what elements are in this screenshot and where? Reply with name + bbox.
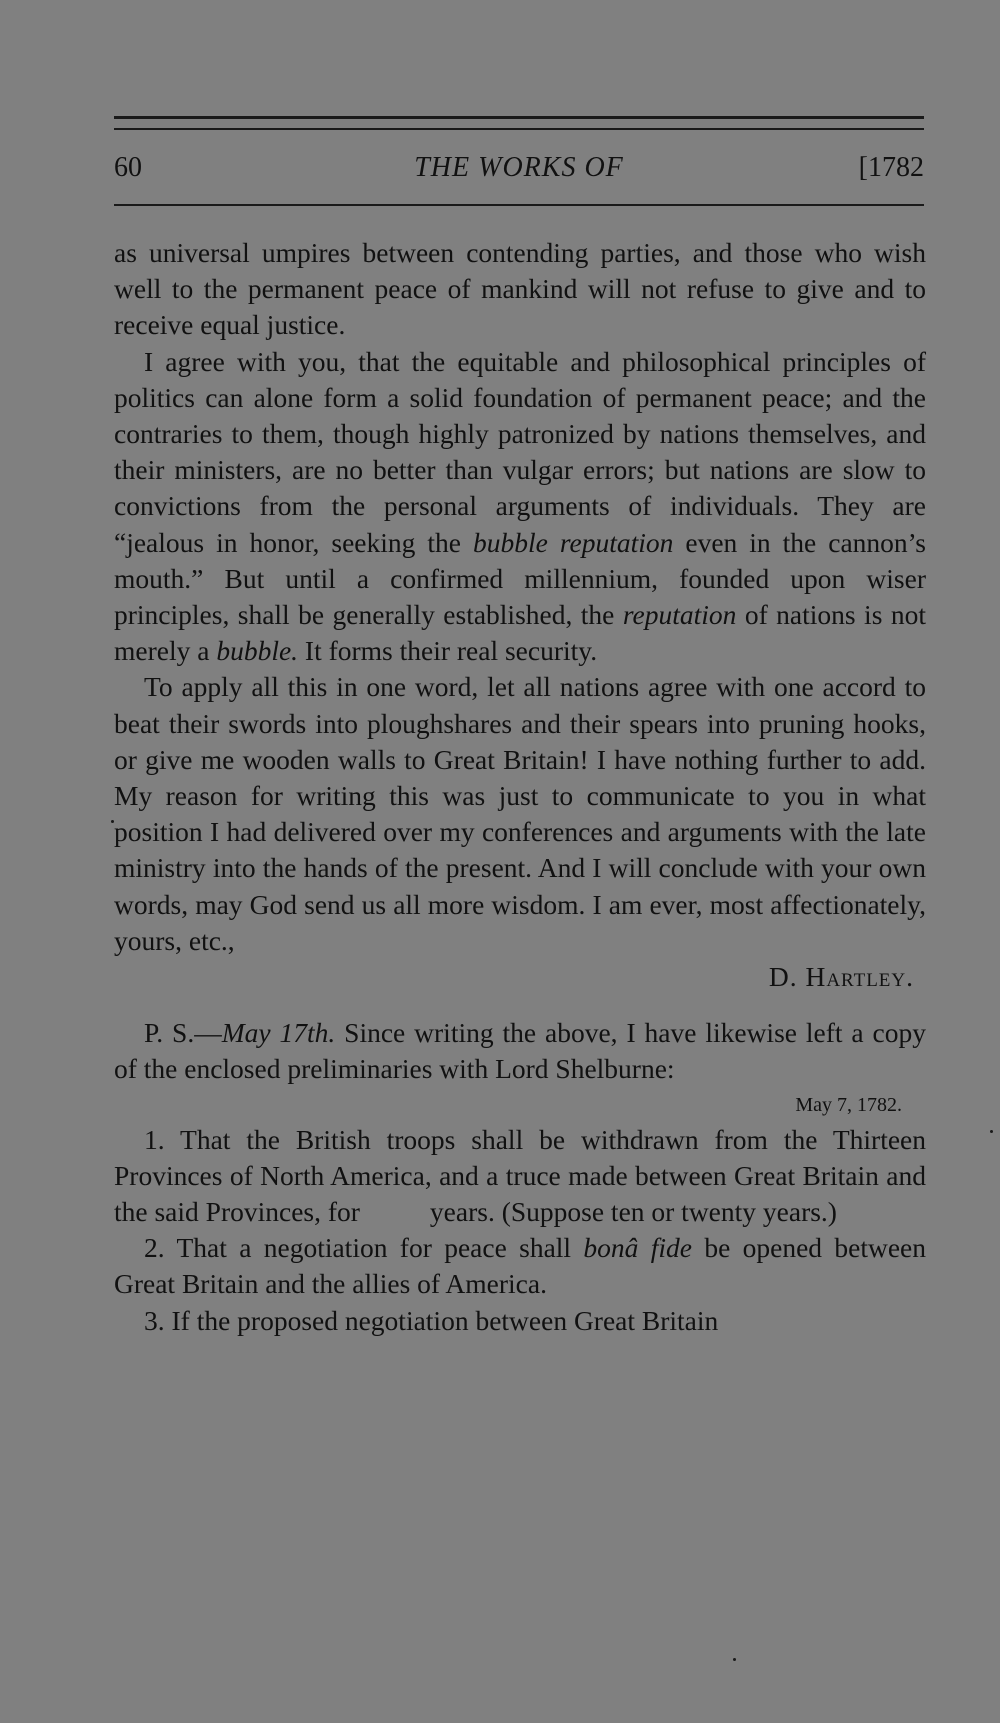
top-double-rule-lower: [114, 128, 924, 130]
paragraph-text: 1. That the British troops shall be withdrawn from the Thirteen Provinces of North America, and a truce made between Great Britain and the said Provinces, for: [114, 1123, 926, 1228]
paragraph-text: 3. If the proposed negotiation between Great Britain: [144, 1304, 719, 1336]
italic-phrase: bubble.: [216, 635, 299, 667]
print-speck: [111, 820, 114, 823]
preliminary-item-1: [114, 1122, 926, 1231]
paragraph-apply: [114, 669, 926, 959]
preliminary-item-2: [114, 1230, 926, 1302]
paragraph-text: be opened between Great Britain and the allies of America.: [114, 1232, 926, 1300]
preliminary-item-3: [114, 1303, 926, 1339]
italic-phrase: bonâ fide: [583, 1232, 692, 1264]
paragraph-text: 2. That a negotiation for peace shall: [144, 1232, 584, 1264]
italic-phrase: reputation: [622, 599, 737, 631]
paragraph-text: Since writing the above, I have likewise left a copy of the enclosed preliminaries with Lord Shelburne:: [114, 1017, 926, 1085]
running-title: THE WORKS OF: [414, 152, 624, 183]
postscript-lead: P. S.—: [144, 1017, 222, 1049]
postscript: [114, 1015, 926, 1087]
postscript-date: May 17th.: [221, 1017, 336, 1049]
preliminaries-date: May 7, 1782.: [795, 1093, 902, 1116]
paragraph-text: To apply all this in one word, let all nations agree with one accord to beat their swords into ploughshares and their spears into pruning hooks, or give me wooden walls to Great Britain! I have nothing further to add. My reason for writing this was just to communicate to you in what position I had delivered over my conferences and arguments with the late ministry into the hands of the present. And I will conclude with your own words, may God send us all more wisdom. I am ever, most affectionately, yours, etc.,: [114, 671, 926, 956]
letter-body: [114, 235, 926, 1339]
paragraph-agree: [114, 344, 926, 670]
signature: D. Hartley.: [768, 961, 914, 993]
italic-phrase: bubble reputation: [472, 526, 674, 558]
paragraph-continuation: [114, 235, 926, 344]
paragraph-text: of nations is not merely a: [114, 599, 926, 667]
section-gap: [114, 995, 926, 1015]
page-number: 60: [114, 152, 142, 183]
print-speck: [733, 1658, 736, 1661]
paragraph-text: even in the cannon’s mouth.” But until a confirmed millennium, founded upon wiser principles, shall be generally established, the: [114, 526, 927, 631]
paragraph-text: as universal umpires between contending parties, and those who wish well to the permanent peace of mankind will not refuse to give and to receive equal justice.: [114, 237, 926, 341]
paragraph-text: I agree with you, that the equitable and philosophical principles of politics can alone form a solid foundation of permanent peace; and the contraries to them, though highly patronized by nations themselves, and their ministers, are no better than vulgar errors; but nations are slow to convictions from the personal arguments of individuals. They are “jealous in honor, seeking the: [114, 345, 926, 558]
paragraph-text: It forms their real security.: [298, 635, 598, 667]
header-rule: [114, 204, 924, 206]
running-year: [1782: [858, 152, 924, 183]
paragraph-text: years. (Suppose ten or twenty years.): [429, 1196, 837, 1228]
top-double-rule-upper: [114, 116, 924, 119]
running-head: [114, 150, 924, 186]
print-speck: [990, 1130, 993, 1133]
